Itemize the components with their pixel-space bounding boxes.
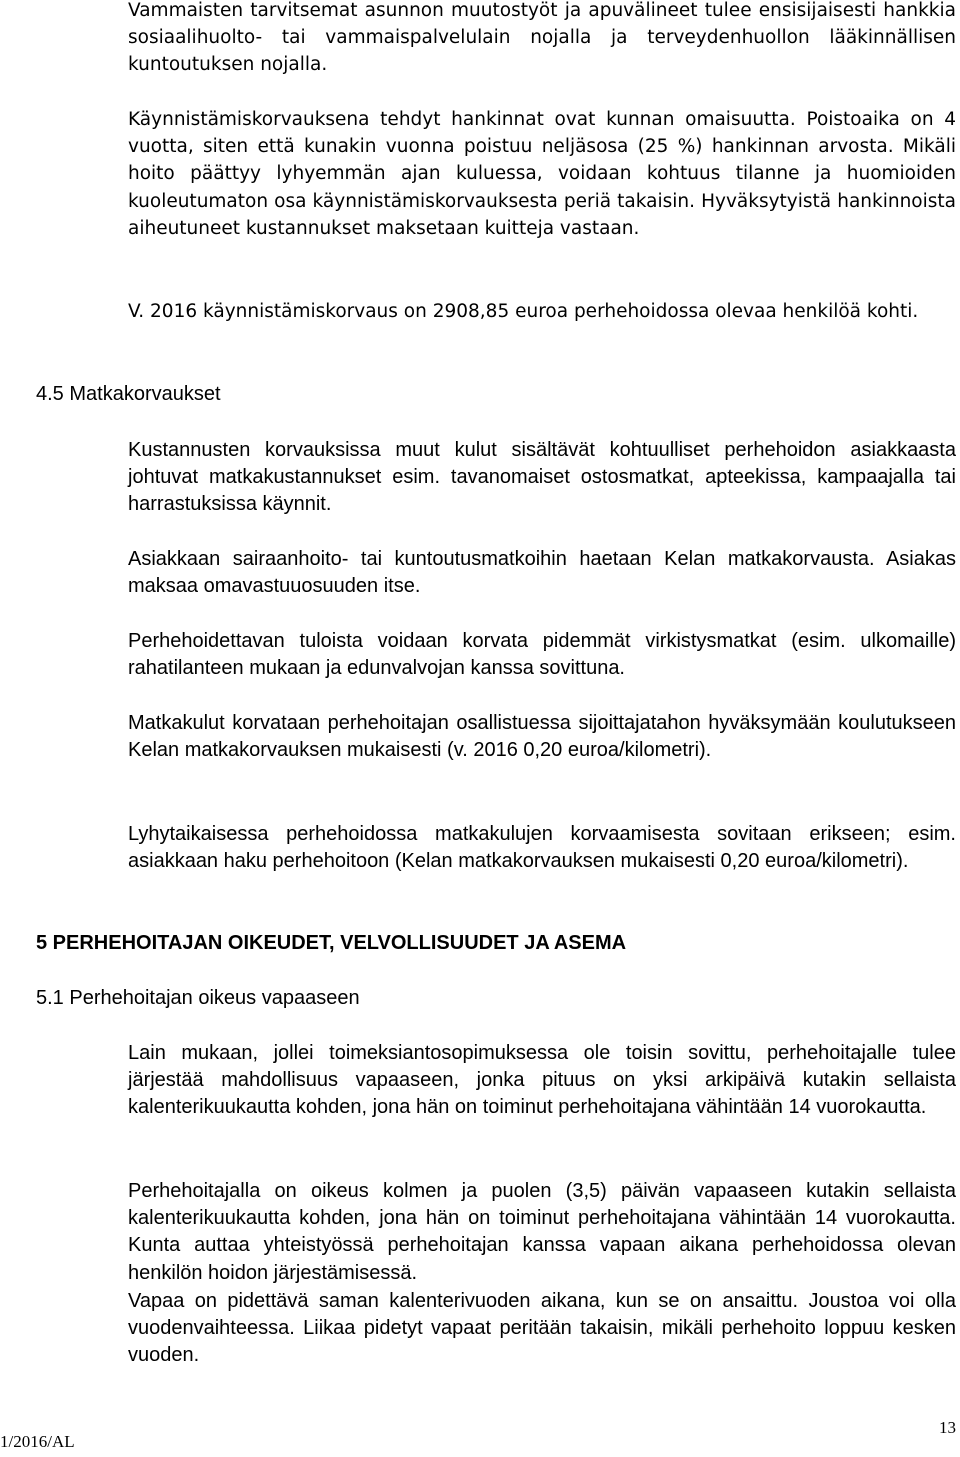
page-number: 13	[939, 1418, 956, 1437]
paragraph-law-leave: Lain mukaan, jollei toimeksiantosopimuksessa ole toisin sovittu, perhehoitajalle tulee järjestää mahdollisuus vapaaseen, jonka pituus on yksi arkipäivä kutakin sellaista kalenterikuukautta kohden, jona hän on toiminut perhehoitajana vähintään 14 vuorokautta.	[128, 1042, 956, 1119]
paragraph-leave-timing: Vapaa on pidettävä saman kalenterivuoden aikana, kun se on ansaittu. Joustoa voi olla vuodenvaihteessa. Liikaa pidetyt vapaat peritään takaisin, mikäli perhehoito loppuu kesken vuoden.	[128, 1290, 956, 1367]
paragraph-travel-costs: Kustannusten korvauksissa muut kulut sisältävät kohtuulliset perhehoidon asiakkaasta johtuvat matkakustannukset esim. tavanomaiset ostosmatkat, apteekissa, kampaajalla tai harrastuksissa käynnit.	[128, 439, 956, 516]
paragraph-short-term-care-travel: Lyhytaikaisessa perhehoidossa matkakulujen korvaamisesta sovitaan erikseen; esim. asiakkaan haku perhehoitoon (Kelan matkakorvauksen mukaisesti 0,20 euroa/kilometri).	[128, 823, 956, 873]
paragraph-aids-and-modifications: Vammaisten tarvitsemat asunnon muutostyöt ja apuvälineet tulee ensisijaisesti hankkia sosiaalihuolto- tai vammaispalvelulain nojalla ja terveydenhuollon lääkinnällisen kuntoutuksen nojalla.	[128, 0, 956, 76]
paragraph-startup-purchases: Käynnistämiskorvauksena tehdyt hankinnat ovat kunnan omaisuutta. Poistoaika on 4 vuotta, siten että kunakin vuonna poistuu neljäsosa (25 %) hankinnan arvosta. Mikäli hoito päättyy lyhyemmän ajan kuluessa, voidaan kohtuus tilanne ja huomioiden kuoleutumaton osa käynnistämiskorvauksesta periä takaisin. Hyväksytyistä hankinnoista aiheutuneet kustannukset maksetaan kuitteja vastaan.	[128, 109, 956, 239]
section-heading-5-1: 5.1 Perhehoitajan oikeus vapaaseen	[36, 987, 360, 1009]
section-heading-4-5: 4.5 Matkakorvaukset	[36, 383, 221, 405]
paragraph-leave-days: Perhehoitajalla on oikeus kolmen ja puolen (3,5) päivän vapaaseen kutakin sellaista kalenterikuukautta kohden, jona hän on toiminut perhehoitajana vähintään 14 vuorokautta. Kunta auttaa yhteistyössä perhehoitajan kanssa vapaan aikana perhehoidossa olevan henkilön hoidon järjestämisessä.	[128, 1180, 956, 1284]
paragraph-kela-travel: Asiakkaan sairaanhoito- tai kuntoutusmatkoihin haetaan Kelan matkakorvausta. Asiakas maksaa omavastuuosuuden itse.	[128, 548, 956, 598]
paragraph-startup-compensation-2016: V. 2016 käynnistämiskorvaus on 2908,85 euroa perhehoidossa olevaa henkilöä kohti.	[128, 301, 919, 322]
paragraph-recreational-trips: Perhehoidettavan tuloista voidaan korvata pidemmät virkistysmatkat (esim. ulkomaille) rahatilanteen mukaan ja edunvalvojan kanssa sovittuna.	[128, 630, 956, 680]
footer-document-code: 1/2016/AL	[0, 1432, 75, 1451]
chapter-heading-5: 5 PERHEHOITAJAN OIKEUDET, VELVOLLISUUDET JA ASEMA	[36, 932, 627, 954]
paragraph-training-travel: Matkakulut korvataan perhehoitajan osallistuessa sijoittajatahon hyväksymään koulutukseen Kelan matkakorvauksen mukaisesti (v. 2016 0,20 euroa/kilometri).	[128, 712, 956, 762]
